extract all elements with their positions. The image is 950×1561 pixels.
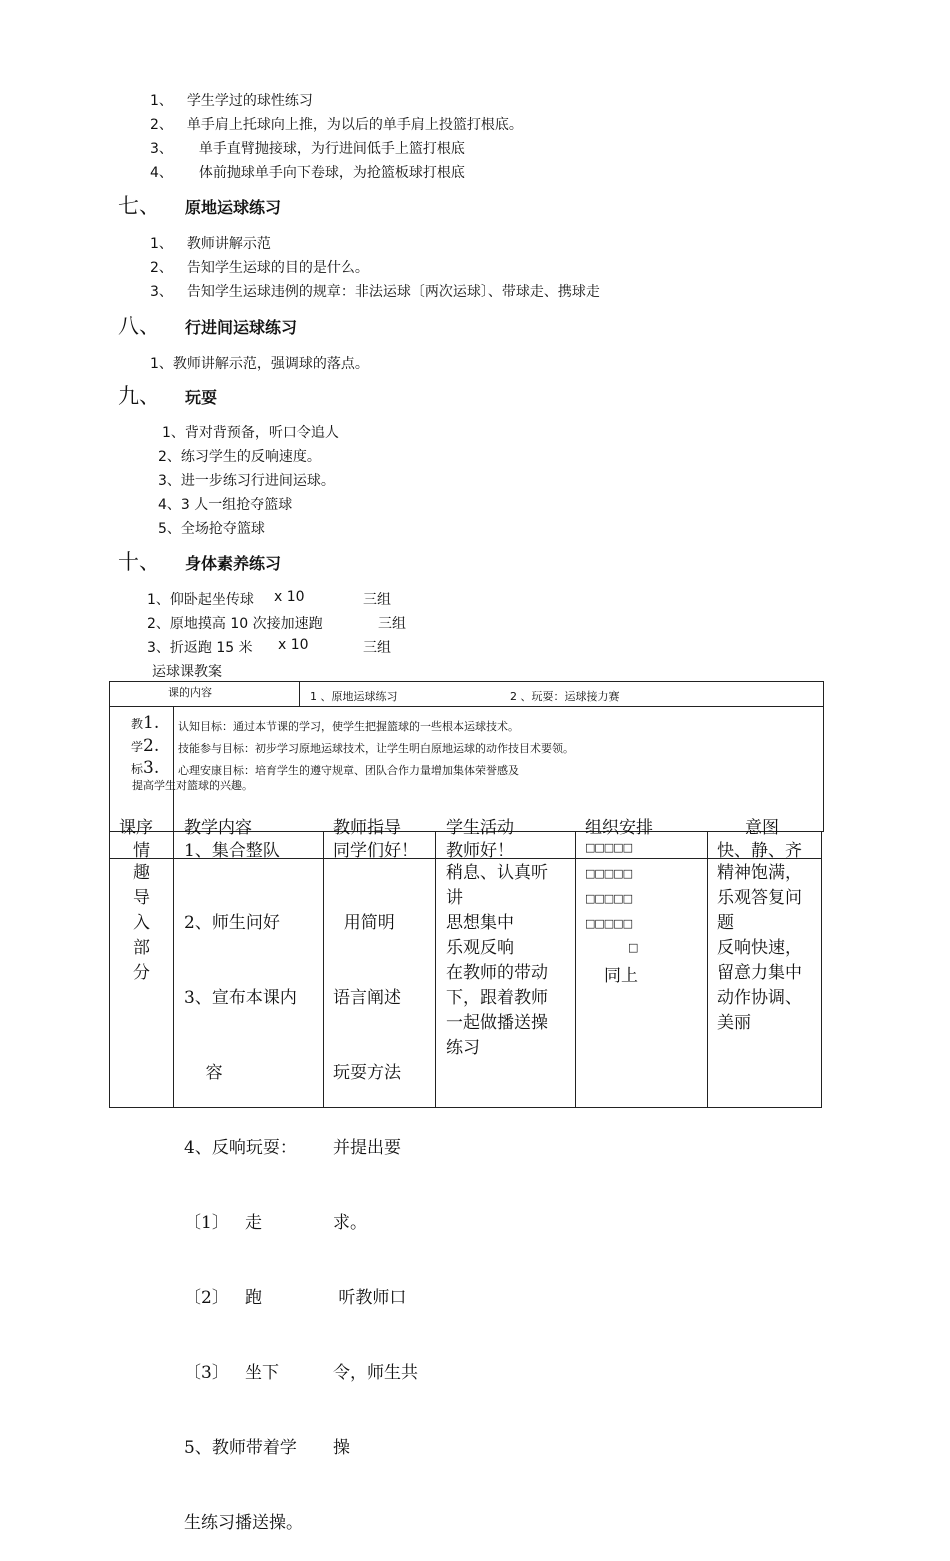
- content-column: [184, 861, 303, 1561]
- teacher-line: 听教师口: [333, 1288, 407, 1308]
- divider: [435, 832, 436, 1108]
- goal-char: 标: [131, 762, 144, 776]
- student-line: 稍息、认真听: [446, 863, 548, 883]
- section-label-char: 趣: [133, 863, 150, 883]
- row1-organization: □□□□□: [585, 841, 632, 854]
- goal-mental: 心理安康目标：培育学生的遵守规章、团队合作力量增加集体荣誉感及: [178, 764, 519, 777]
- student-column: [446, 861, 548, 1061]
- content-line: 3、宣布本课内: [184, 988, 297, 1008]
- goal-num: 2.: [143, 736, 160, 756]
- header-intent: 意图: [745, 818, 779, 838]
- student-line: 下，跟着教师: [446, 988, 548, 1008]
- sec10-item-3-exercise: 3、折返跑 15 米: [147, 640, 253, 656]
- content-line: 〔1〕 走: [184, 1213, 263, 1233]
- divider: [821, 832, 822, 1108]
- header-sequence: 课序: [119, 818, 153, 838]
- goal-num: 3.: [143, 758, 160, 778]
- org-formation-3: □□□□□: [585, 917, 632, 930]
- row1-sequence: 情: [133, 841, 150, 861]
- student-line: 乐观反响: [446, 938, 514, 958]
- section-8-number: 八、: [118, 314, 160, 338]
- goal-label-1: [131, 713, 159, 733]
- teacher-line: 用简明: [333, 913, 395, 933]
- intent-line: 留意力集中: [717, 963, 802, 983]
- section-9-title: 玩耍: [185, 388, 218, 407]
- list-item-4: [150, 162, 465, 182]
- list-num: 3、: [150, 141, 173, 157]
- student-line: 思想集中: [446, 913, 514, 933]
- content-line: 5、教师带着学: [184, 1438, 297, 1458]
- divider: [575, 832, 576, 1108]
- list-text: 学生学过的球性练习: [186, 93, 313, 109]
- teacher-line: 求。: [333, 1213, 367, 1233]
- org-formation-2: □□□□□: [585, 892, 632, 905]
- content-line: 〔3〕 坐下: [184, 1363, 280, 1383]
- teacher-line: 玩耍方法: [333, 1063, 401, 1083]
- divider: [707, 832, 708, 1108]
- goal-label-2: [131, 736, 159, 756]
- content-item-1: 1 、原地运球练习: [310, 690, 398, 703]
- divider: [299, 681, 300, 706]
- sec10-item-2-sets: 三组: [378, 616, 406, 632]
- content-line: 容: [184, 1063, 223, 1083]
- content-line: 生练习播送操。: [184, 1513, 303, 1533]
- list-num: 2、: [150, 260, 173, 276]
- section-8-title: 行进间运球练习: [185, 318, 298, 337]
- section-7-number: 七、: [118, 194, 160, 218]
- row1-student: 教师好！: [446, 841, 514, 861]
- section-9-number: 九、: [118, 384, 160, 408]
- list-num: 2、: [150, 117, 173, 133]
- header-teacher: 教师指导: [333, 818, 401, 838]
- student-line: 在教师的带动: [446, 963, 548, 983]
- teacher-line: 操: [333, 1438, 350, 1458]
- sec9-item-1: 1、背对背预备，听口令追人: [162, 425, 339, 441]
- lesson-info-box: [109, 681, 824, 832]
- section-label-char: 入: [133, 913, 150, 933]
- org-formation-1: □□□□□: [585, 867, 632, 880]
- sec7-item-1: [150, 233, 271, 253]
- content-line: 2、师生问好: [184, 913, 280, 933]
- sec10-item-1-reps: x 10: [274, 589, 305, 605]
- section-10-title: 身体素养练习: [185, 554, 282, 573]
- divider: [323, 832, 324, 1108]
- intent-line: 反响快速，: [717, 938, 802, 958]
- sec9-item-2: 2、练习学生的反响速度。: [158, 449, 321, 465]
- teacher-line: 令，师生共: [333, 1363, 418, 1383]
- sec10-item-2-exercise: 2、原地摸高 10 次接加速跑: [147, 616, 323, 632]
- sec10-item-3-reps: x 10: [278, 637, 309, 653]
- list-num: 1、: [150, 93, 173, 109]
- list-item-3: [150, 138, 465, 158]
- list-num: 1、: [150, 236, 173, 252]
- header-organization: 组织安排: [585, 818, 653, 838]
- intent-line: 美丽: [717, 1013, 751, 1033]
- student-line: 一起做播送操: [446, 1013, 548, 1033]
- goal-char: 教: [131, 717, 144, 731]
- intent-line: 题: [717, 913, 734, 933]
- intent-line: 乐观答复问: [717, 888, 802, 908]
- divider: [173, 706, 174, 832]
- list-num: 3、: [150, 284, 173, 300]
- teacher-line: 并提出要: [333, 1138, 401, 1158]
- header-student: 学生活动: [446, 818, 514, 838]
- row1-teacher: 同学们好！: [333, 841, 418, 861]
- list-num: 4、: [150, 165, 173, 181]
- goal-skill: 技能参与目标：初步学习原地运球技术，让学生明白原地运球的动作技目术要领。: [178, 742, 574, 755]
- sec9-item-4: 4、3 人一组抢夺篮球: [158, 497, 293, 513]
- sec9-item-5: 5、全场抢夺篮球: [158, 521, 265, 537]
- lesson-plan-title: 运球课教案: [152, 664, 222, 680]
- sec10-item-3-sets: 三组: [363, 640, 391, 656]
- divider: [173, 832, 174, 1108]
- sec7-item-3: [150, 281, 600, 301]
- section-label: [133, 861, 150, 986]
- list-text: 单手肩上托球向上推，为以后的单手肩上投篮打根底。: [186, 117, 523, 133]
- intent-line: 精神饱满，: [717, 863, 802, 883]
- section-10-number: 十、: [118, 550, 160, 574]
- list-item-1: [150, 90, 313, 110]
- sec8-item-1: 1、教师讲解示范，强调球的落点。: [150, 356, 369, 372]
- sec7-item-2: [150, 257, 369, 277]
- goal-char: 学: [131, 740, 144, 754]
- content-line: 4、反响玩耍：: [184, 1138, 297, 1158]
- sec9-item-3: 3、进一步练习行进间运球。: [158, 473, 335, 489]
- section-label-char: 导: [133, 888, 150, 908]
- section-label-char: 分: [133, 963, 150, 983]
- content-line: 〔2〕 跑: [184, 1288, 263, 1308]
- list-item-2: [150, 114, 523, 134]
- list-text: 教师讲解示范: [186, 236, 271, 252]
- goal-label-3: [131, 758, 159, 778]
- student-line: 练习: [446, 1038, 480, 1058]
- list-text: 单手直臂抛接球，为行进间低手上篮打根底: [198, 141, 465, 157]
- divider: [109, 832, 110, 1108]
- content-item-2: 2 、玩耍：运球接力赛: [510, 690, 620, 703]
- org-same: 同上: [604, 966, 638, 986]
- divider: [109, 706, 824, 707]
- section-label-char: 部: [133, 938, 150, 958]
- sec10-item-1-sets: 三组: [363, 592, 391, 608]
- content-label: 课的内容: [168, 686, 212, 699]
- goal-num: 1.: [143, 713, 160, 733]
- intent-line: 动作协调、: [717, 988, 802, 1008]
- teacher-line: 语言阐述: [333, 988, 401, 1008]
- list-text: 告知学生运球的目的是什么。: [186, 260, 369, 276]
- intent-column: [717, 861, 802, 1036]
- header-content: 教学内容: [184, 818, 252, 838]
- student-line: 讲: [446, 888, 463, 908]
- section-7-title: 原地运球练习: [185, 198, 282, 217]
- goal-mental-cont: 提高学生对篮球的兴趣。: [132, 779, 253, 792]
- goal-cognitive: 认知目标：通过本节课的学习，使学生把握篮球的一些根本运球技术。: [178, 720, 519, 733]
- row1-content: 1、集合整队: [184, 841, 280, 861]
- sec10-item-1-exercise: 1、仰卧起坐传球: [147, 592, 254, 608]
- list-text: 告知学生运球违例的规章：非法运球〔两次运球〕、带球走、携球走: [186, 284, 600, 300]
- row1-intent: 快、静、齐: [717, 841, 802, 861]
- teacher-column: [333, 861, 418, 1486]
- org-teacher-mark: □: [628, 941, 638, 954]
- list-text: 体前抛球单手向下卷球，为抢篮板球打根底: [198, 165, 465, 181]
